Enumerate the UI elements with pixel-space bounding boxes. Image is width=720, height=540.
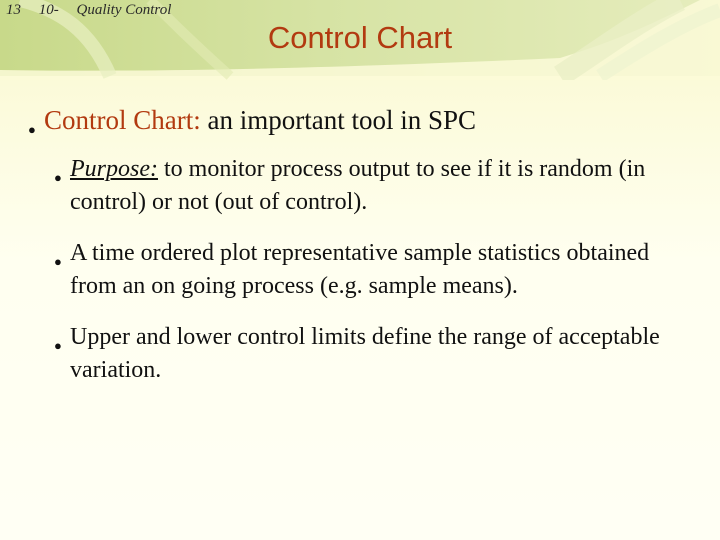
sub-bullet-purpose bbox=[54, 153, 698, 219]
main-bullet-term: Control Chart: bbox=[44, 105, 201, 135]
bullet-dot-icon: ● bbox=[28, 122, 36, 137]
sub-bullet-text: Upper and lower control limits define the range of acceptable variation. bbox=[70, 324, 660, 383]
sub-bullet-lead: Purpose: bbox=[70, 156, 158, 182]
bullet-dot-icon: ● bbox=[54, 254, 62, 269]
slide-reference bbox=[6, 2, 171, 19]
sub-bullet-text: to monitor process output to see if it is random (in control) or not (out of control). bbox=[70, 156, 646, 215]
chapter-number: 10- bbox=[38, 2, 59, 18]
page-title-container bbox=[0, 20, 720, 56]
main-bullet-text: an important tool in SPC bbox=[200, 105, 477, 135]
sub-bullet-plot bbox=[54, 237, 698, 303]
slide-number: 13 bbox=[6, 2, 21, 18]
page-title: Control Chart bbox=[267, 20, 453, 55]
sub-bullet-limits bbox=[54, 321, 698, 387]
bullet-dot-icon: ● bbox=[54, 338, 62, 353]
sub-bullet-text: A time ordered plot representative sample statistics obtained from an on going process (e.g. sample means). bbox=[70, 240, 650, 299]
slide-content bbox=[28, 104, 698, 387]
bullet-dot-icon: ● bbox=[54, 170, 62, 185]
main-bullet bbox=[28, 104, 698, 137]
section-name: Quality Control bbox=[76, 2, 172, 18]
